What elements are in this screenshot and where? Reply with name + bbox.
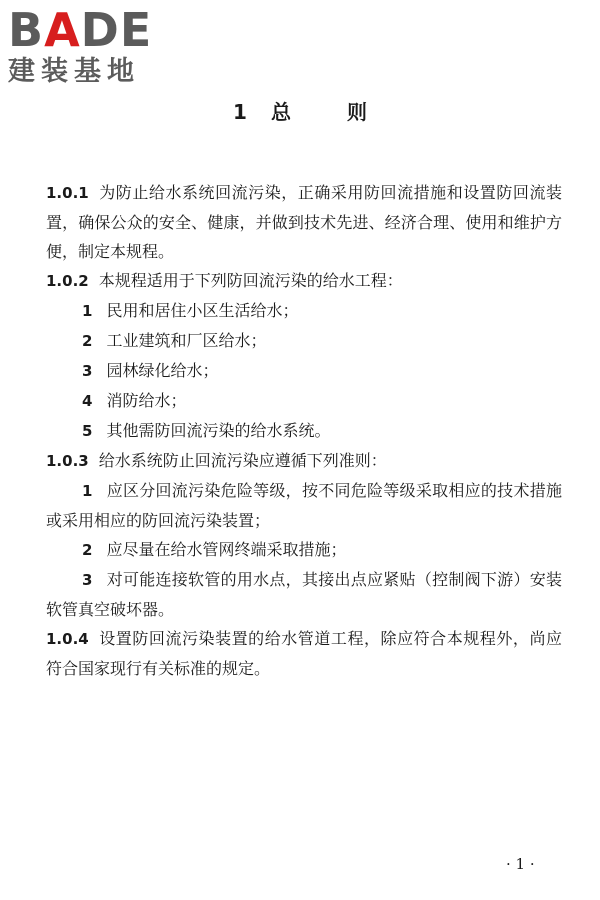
chapter-title-part2: 则 bbox=[346, 100, 367, 124]
clause-text: 设置防回流污染装置的给水管道工程，除应符合本规程外，尚应符合国家现行有关标准的规定。 bbox=[46, 629, 562, 678]
clause-text: 本规程适用于下列防回流污染的给水工程： bbox=[98, 271, 403, 290]
clause-number: 1.0.3 bbox=[46, 452, 89, 470]
item-text: 消防给水； bbox=[106, 391, 187, 410]
clause-1-0-4 bbox=[46, 624, 562, 683]
item-text: 民用和居住小区生活给水； bbox=[106, 301, 299, 320]
item-number: 3 bbox=[82, 571, 93, 589]
item-text: 其他需防回流污染的给水系统。 bbox=[106, 421, 331, 440]
list-item bbox=[46, 296, 562, 326]
clause-1-0-3 bbox=[46, 446, 562, 476]
item-number: 5 bbox=[82, 422, 93, 440]
chapter-number: 1 bbox=[233, 100, 247, 124]
clause-number: 1.0.1 bbox=[46, 184, 89, 202]
list-item bbox=[46, 535, 562, 565]
list-item bbox=[46, 356, 562, 386]
item-number: 4 bbox=[82, 392, 93, 410]
chapter-title-part1: 总 bbox=[270, 100, 291, 124]
item-number: 3 bbox=[82, 362, 93, 380]
chapter-body bbox=[46, 178, 562, 683]
item-text: 应区分回流污染危险等级，按不同危险等级采取相应的技术措施或采用相应的防回流污染装置； bbox=[46, 481, 562, 530]
item-number: 2 bbox=[82, 332, 93, 350]
list-item bbox=[46, 326, 562, 356]
list-item bbox=[46, 386, 562, 416]
item-number: 1 bbox=[82, 302, 93, 320]
item-text: 园林绿化给水； bbox=[106, 361, 219, 380]
clause-number: 1.0.2 bbox=[46, 272, 89, 290]
list-item bbox=[46, 476, 562, 535]
logo-wordmark: BADE bbox=[8, 3, 153, 57]
clause-text: 给水系统防止回流污染应遵循下列准则： bbox=[98, 451, 387, 470]
list-item bbox=[46, 565, 562, 624]
item-number: 1 bbox=[82, 482, 93, 500]
clause-1-0-2 bbox=[46, 266, 562, 296]
item-text: 对可能连接软管的用水点，其接出点应紧贴（控制阀下游）安装软管真空破坏器。 bbox=[46, 570, 562, 619]
page-number: · 1 · bbox=[506, 855, 535, 873]
clause-number: 1.0.4 bbox=[46, 630, 89, 648]
list-item bbox=[46, 416, 562, 446]
item-number: 2 bbox=[82, 541, 93, 559]
chapter-title bbox=[0, 96, 600, 125]
clause-text: 为防止给水系统回流污染，正确采用防回流措施和设置防回流装置，确保公众的安全、健康，并做到技术先进、经济合理、使用和维护方便，制定本规程。 bbox=[46, 183, 562, 261]
brand-logo bbox=[8, 3, 188, 88]
item-text: 应尽量在给水管网终端采取措施； bbox=[106, 540, 347, 559]
logo-subtitle: 建装基地 bbox=[8, 56, 140, 87]
item-text: 工业建筑和厂区给水； bbox=[106, 331, 267, 350]
clause-1-0-1 bbox=[46, 178, 562, 266]
